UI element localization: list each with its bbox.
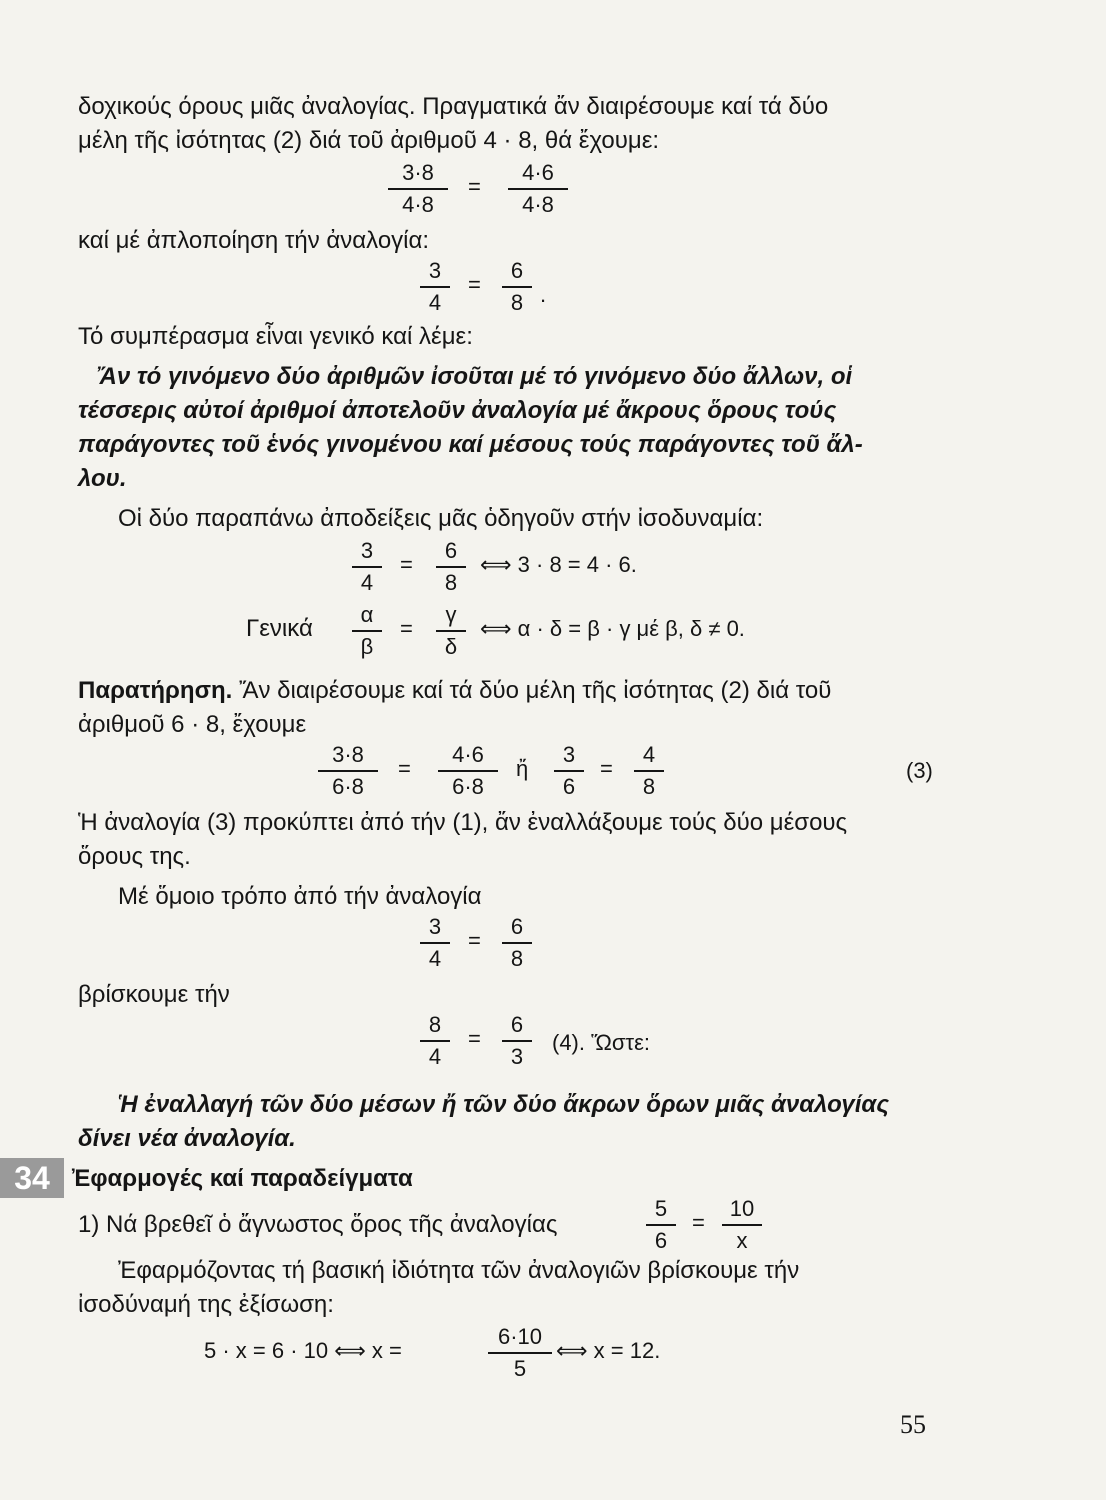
fraction-bar bbox=[554, 770, 584, 772]
fraction bbox=[436, 602, 466, 660]
fraction-bar bbox=[388, 188, 448, 190]
or-word: ἤ bbox=[516, 756, 529, 781]
denominator: 4 bbox=[428, 290, 442, 315]
numerator: 4·6 bbox=[452, 742, 484, 767]
numerator: 4·6 bbox=[522, 160, 554, 185]
fraction bbox=[502, 258, 532, 316]
denominator: β bbox=[360, 634, 374, 659]
numerator: 5 bbox=[654, 1196, 668, 1221]
denominator: 4 bbox=[428, 1044, 442, 1069]
text-line: Τό συμπέρασμα εἶναι γενικό καί λέμε: bbox=[78, 323, 473, 350]
denominator: δ bbox=[444, 634, 458, 659]
fraction-bar bbox=[646, 1224, 676, 1226]
rule-line: λου. bbox=[78, 465, 127, 492]
numerator: 10 bbox=[729, 1196, 755, 1221]
fraction-bar bbox=[420, 286, 450, 288]
fraction-bar bbox=[488, 1352, 552, 1354]
equals-sign: = bbox=[468, 174, 481, 199]
text-line: Οἱ δύο παραπάνω ἀποδείξεις μᾶς ὁδηγοῦν στήν ἰσοδυναμία: bbox=[118, 505, 764, 532]
text-line: Ἡ ἀναλογία (3) προκύπτει ἀπό τήν (1), ἄν ἐναλλάξουμε τούς δύο μέσους bbox=[78, 809, 848, 836]
fraction bbox=[508, 160, 568, 218]
numerator: 6·10 bbox=[497, 1324, 543, 1349]
denominator: 8 bbox=[510, 290, 524, 315]
fraction bbox=[352, 538, 382, 596]
equals-sign: = bbox=[692, 1210, 705, 1235]
fraction bbox=[420, 914, 450, 972]
equals-sign: = bbox=[468, 1026, 481, 1051]
numerator: 6 bbox=[444, 538, 458, 563]
text-line: Ἐφαρμόζοντας τή βασική ἰδιότητα τῶν ἀναλογιῶν βρίσκουμε τήν bbox=[118, 1257, 800, 1284]
observation-text: Ἄν διαιρέσουμε καί τά δύο μέλη τῆς ἰσότητας (2) διά τοῦ bbox=[232, 677, 832, 704]
rule-line: Ἡ ἐναλλαγή τῶν δύο μέσων ἤ τῶν δύο ἄκρων ὅρων μιᾶς ἀναλογίας bbox=[118, 1091, 890, 1118]
page-number: 55 bbox=[900, 1410, 926, 1439]
denominator: 8 bbox=[642, 774, 656, 799]
denominator: 6 bbox=[562, 774, 576, 799]
denominator: 8 bbox=[510, 946, 524, 971]
rule-line: δίνει νέα ἀναλογία. bbox=[78, 1125, 296, 1152]
numerator: 6 bbox=[510, 258, 524, 283]
numerator: 3 bbox=[428, 914, 442, 939]
equals-sign: = bbox=[468, 928, 481, 953]
observation-label: Παρατήρηση. bbox=[78, 677, 233, 704]
equation-number: (3) bbox=[906, 758, 933, 783]
fraction bbox=[722, 1196, 762, 1254]
numerator: 3 bbox=[428, 258, 442, 283]
numerator: α bbox=[360, 602, 374, 627]
denominator: 6·8 bbox=[332, 774, 364, 799]
numerator: 4 bbox=[642, 742, 656, 767]
numerator: 3·8 bbox=[402, 160, 434, 185]
text-line: δοχικούς όρους μιᾶς ἀναλογίας. Πραγματικά ἄν διαιρέσουμε καί τά δύο bbox=[78, 93, 829, 120]
equation: ⟺ x = 12. bbox=[556, 1338, 661, 1363]
fraction-bar bbox=[508, 188, 568, 190]
fraction-bar bbox=[420, 1040, 450, 1042]
denominator: 4 bbox=[360, 570, 374, 595]
fraction-bar bbox=[502, 286, 532, 288]
equation: 5 · x = 6 · 10 ⟺ x = bbox=[204, 1338, 402, 1363]
numerator: 3 bbox=[360, 538, 374, 563]
fraction-bar bbox=[502, 942, 532, 944]
text-line: βρίσκουμε τήν bbox=[78, 981, 230, 1008]
section-number-badge: 34 bbox=[0, 1158, 64, 1198]
equals-sign: = bbox=[398, 756, 411, 781]
equals-sign: = bbox=[468, 272, 481, 297]
fraction-bar bbox=[634, 770, 664, 772]
denominator: 5 bbox=[513, 1356, 527, 1381]
period: . bbox=[540, 282, 547, 307]
equals-sign: = bbox=[400, 616, 413, 641]
rule-line: Ἄν τό γινόμενο δύο ἀριθμῶν ἰσοῦται μέ τό γινόμενο δύο ἄλλων, οἱ bbox=[96, 363, 853, 390]
equals-sign: = bbox=[600, 756, 613, 781]
denominator: 6 bbox=[654, 1228, 668, 1253]
fraction-bar bbox=[352, 630, 382, 632]
fraction bbox=[438, 742, 498, 800]
denominator: x bbox=[736, 1228, 748, 1253]
numerator: 3·8 bbox=[332, 742, 364, 767]
denominator: 4·8 bbox=[402, 192, 434, 217]
fraction bbox=[388, 160, 448, 218]
denominator: 6·8 bbox=[452, 774, 484, 799]
fraction bbox=[352, 602, 382, 660]
text-line: ἀριθμοῦ 6 · 8, ἔχουμε bbox=[78, 711, 307, 738]
fraction bbox=[554, 742, 584, 800]
fraction-bar bbox=[436, 566, 466, 568]
fraction-bar bbox=[438, 770, 498, 772]
text-line: Μέ ὅμοιο τρόπο ἀπό τήν ἀναλογία bbox=[118, 883, 482, 910]
rule-line: τέσσερις αὐτοί ἀριθμοί ἀποτελοῦν ἀναλογία μέ ἄκρους ὅρους τούς bbox=[78, 397, 837, 424]
fraction-bar bbox=[502, 1040, 532, 1042]
equals-sign: = bbox=[400, 552, 413, 577]
example-line: 1) Νά βρεθεῖ ὁ ἄγνωστος ὅρος τῆς ἀναλογίας bbox=[78, 1211, 558, 1238]
rule-line: παράγοντες τοῦ ἑνός γινομένου καί μέσους τούς παράγοντες τοῦ ἄλ- bbox=[78, 431, 863, 458]
fraction bbox=[436, 538, 466, 596]
fraction-bar bbox=[420, 942, 450, 944]
fraction bbox=[502, 1012, 532, 1070]
fraction bbox=[420, 258, 450, 316]
fraction-bar bbox=[436, 630, 466, 632]
fraction-bar bbox=[722, 1224, 762, 1226]
numerator: 6 bbox=[510, 914, 524, 939]
fraction-bar bbox=[352, 566, 382, 568]
fraction bbox=[318, 742, 378, 800]
fraction-bar bbox=[318, 770, 378, 772]
fraction bbox=[646, 1196, 676, 1254]
numerator: 3 bbox=[562, 742, 576, 767]
text-line: μέλη τῆς ἰσότητας (2) διά τοῦ ἀριθμοῦ 4 · 8, θά ἔχουμε: bbox=[78, 127, 660, 154]
text-line: ὅρους της. bbox=[78, 843, 191, 870]
fraction bbox=[634, 742, 664, 800]
denominator: 4 bbox=[428, 946, 442, 971]
equation-number: (4). Ὥστε: bbox=[552, 1030, 651, 1055]
fraction bbox=[502, 914, 532, 972]
numerator: γ bbox=[445, 602, 457, 627]
equivalence-statement: ⟺ α · δ = β · γ μέ β, δ ≠ 0. bbox=[480, 616, 745, 641]
numerator: 8 bbox=[428, 1012, 442, 1037]
denominator: 8 bbox=[444, 570, 458, 595]
text-line: ἰσοδύναμή της ἐξίσωση: bbox=[78, 1291, 334, 1318]
equivalence-statement: ⟺ 3 · 8 = 4 · 6. bbox=[480, 552, 637, 577]
denominator: 4·8 bbox=[522, 192, 554, 217]
fraction bbox=[488, 1324, 552, 1382]
section-title: Ἐφαρμογές καί παραδείγματα bbox=[72, 1165, 413, 1192]
text-line: Γενικά bbox=[246, 615, 313, 642]
denominator: 3 bbox=[510, 1044, 524, 1069]
fraction bbox=[420, 1012, 450, 1070]
observation-line bbox=[78, 676, 831, 706]
numerator: 6 bbox=[510, 1012, 524, 1037]
text-line: καί μέ ἀπλοποίηση τήν ἀναλογία: bbox=[78, 227, 430, 254]
